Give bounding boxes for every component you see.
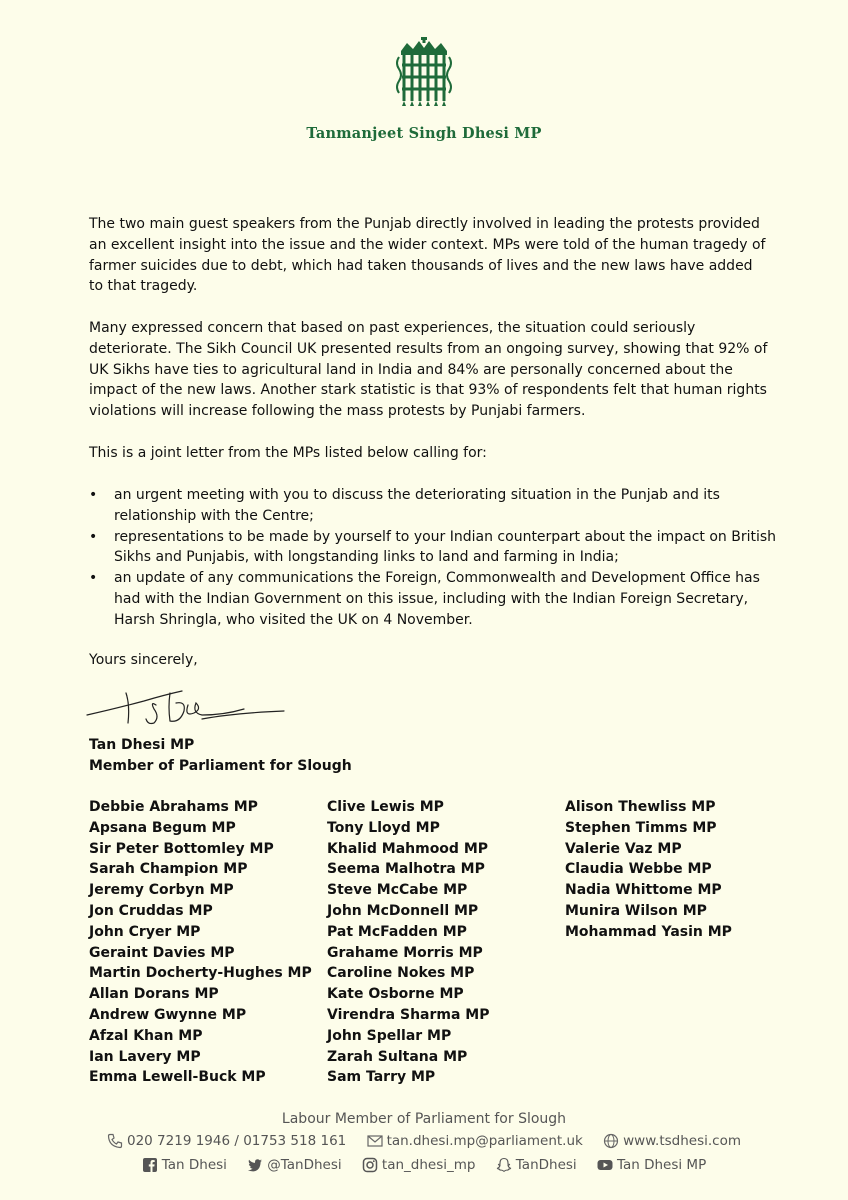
signatory: Jeremy Corbyn MP — [89, 882, 234, 899]
signatory: Tony Lloyd MP — [327, 819, 440, 836]
footer-youtube-text[interactable]: Tan Dhesi MP — [616, 1157, 707, 1173]
globe-icon — [603, 1133, 619, 1149]
signatory: Martin Docherty-Hughes MP — [89, 965, 312, 982]
signatory: Sam Tarry MP — [327, 1069, 436, 1086]
footer-instagram-text[interactable]: tan_dhesi_mp — [381, 1157, 476, 1173]
paragraph-1: The two main guest speakers from the Punjab directly involved in leading the protests provided an excellent insight into the issue and the wider context. MPs were told of the human tragedy of farmer suicides due to debt, which had taken thousands of lives and the new laws have added to that tragedy. — [89, 216, 766, 295]
footer-email-text[interactable]: tan.dhesi.mp@parliament.uk — [386, 1133, 583, 1149]
signatory: Clive Lewis MP — [327, 799, 444, 815]
signatory: Munira Wilson MP — [565, 902, 707, 919]
signatory: Pat McFadden MP — [327, 923, 467, 940]
footer-instagram[interactable] — [362, 1157, 476, 1173]
signatory: Afzal Khan MP — [89, 1027, 203, 1044]
signer-block — [89, 735, 352, 777]
phone-icon — [107, 1133, 123, 1149]
signatory: Grahame Morris MP — [327, 944, 483, 961]
instagram-icon — [362, 1157, 378, 1173]
signatory: Emma Lewell-Buck MP — [89, 1069, 266, 1086]
request-text: an update of any communications the Foreign, Commonwealth and Development Office has had with the Indian Government on this issue, including with the Indian Foreign Secretary, Harsh Shringla, who visited the UK on 4 November. — [114, 570, 760, 628]
signatory: Andrew Gwynne MP — [89, 1006, 247, 1023]
bullet-marker: • — [89, 570, 98, 587]
footer-contact-row — [0, 1133, 848, 1149]
snapchat-icon — [496, 1157, 512, 1173]
footer-twitter[interactable] — [247, 1157, 341, 1173]
signatories-column-1 — [89, 797, 312, 1088]
signatory: Alison Thewliss MP — [565, 799, 716, 815]
paragraph-3: This is a joint letter from the MPs listed below calling for: — [89, 445, 487, 461]
signer-title: Member of Parliament for Slough — [89, 758, 352, 774]
footer-social-row — [0, 1157, 848, 1173]
bullet-marker: • — [89, 487, 98, 503]
footer-snapchat[interactable] — [496, 1157, 577, 1173]
signatory: Jon Cruddas MP — [89, 902, 213, 919]
footer-snapchat-text[interactable]: TanDhesi — [515, 1157, 577, 1173]
signatory: John McDonnell MP — [327, 902, 479, 919]
signatory: Sarah Champion MP — [89, 861, 248, 878]
signatory: Valerie Vaz MP — [565, 840, 682, 857]
portcullis-icon — [393, 37, 455, 107]
footer-title: Labour Member of Parliament for Slough — [281, 1111, 567, 1127]
footer-facebook-text[interactable]: Tan Dhesi — [161, 1157, 227, 1173]
signatory: Debbie Abrahams MP — [89, 799, 258, 815]
signatory: John Cryer MP — [89, 923, 201, 940]
signatory: Sir Peter Bottomley MP — [89, 840, 274, 857]
signatory: Claudia Webbe MP — [565, 861, 712, 878]
request-list — [89, 485, 779, 631]
request-text: an urgent meeting with you to discuss the deteriorating situation in the Punjab and its relationship with the Centre; — [114, 487, 720, 524]
signatory: Kate Osborne MP — [327, 986, 464, 1003]
signer-name: Tan Dhesi MP — [89, 737, 195, 753]
bullet-marker: • — [89, 528, 98, 545]
signatory: John Spellar MP — [327, 1027, 452, 1044]
signatory: Allan Dorans MP — [89, 986, 219, 1003]
youtube-icon — [597, 1157, 613, 1173]
footer-email[interactable] — [367, 1133, 583, 1149]
signatory: Zarah Sultana MP — [327, 1048, 468, 1065]
twitter-icon — [247, 1157, 263, 1173]
footer-website-text[interactable]: www.tsdhesi.com — [623, 1133, 741, 1149]
signatory: Stephen Timms MP — [565, 819, 717, 836]
footer-facebook[interactable] — [142, 1157, 227, 1173]
facebook-icon — [142, 1157, 158, 1173]
request-item — [89, 485, 779, 527]
letterhead-name: Tanmanjeet Singh Dhesi MP — [306, 125, 542, 142]
signatory: Khalid Mahmood MP — [327, 840, 489, 857]
signatory: Geraint Davies MP — [89, 944, 235, 961]
request-text: representations to be made by yourself to your Indian counterpart about the impact on British Sikhs and Punjabis, with longstanding links to land and farming in India; — [114, 528, 777, 566]
signatory: Steve McCabe MP — [327, 882, 468, 899]
footer-phone-text: 020 7219 1946 / 01753 518 161 — [127, 1133, 347, 1149]
closing-salutation: Yours sincerely, — [89, 652, 198, 668]
signatory: Mohammad Yasin MP — [565, 923, 732, 940]
signatory: Ian Lavery MP — [89, 1048, 201, 1065]
handwritten-signature — [84, 683, 289, 733]
signatory: Seema Malhotra MP — [327, 861, 485, 878]
footer-website[interactable] — [603, 1133, 741, 1149]
signatory: Nadia Whittome MP — [565, 882, 722, 899]
envelope-icon — [367, 1133, 383, 1149]
signatories-column-2 — [327, 797, 490, 1088]
request-item — [89, 568, 779, 630]
paragraph-2: Many expressed concern that based on past experiences, the situation could seriously deteriorate. The Sikh Council UK presented results from an ongoing survey, showing that 92% of UK Sikhs have ties to agricultural land in India and 84% are personally concerned about the impact of the new laws. Another stark statistic is that 93% of respondents felt that human rights violations will increase following the mass protests by Punjabi farmers. — [89, 320, 768, 420]
footer-phone — [107, 1133, 346, 1149]
request-item — [89, 527, 779, 569]
signatory: Virendra Sharma MP — [327, 1006, 490, 1023]
footer-youtube[interactable] — [597, 1157, 706, 1173]
signatory: Apsana Begum MP — [89, 819, 236, 836]
signatories-column-3 — [565, 797, 732, 943]
footer-twitter-text[interactable]: @TanDhesi — [267, 1157, 342, 1173]
signatory: Caroline Nokes MP — [327, 965, 475, 982]
